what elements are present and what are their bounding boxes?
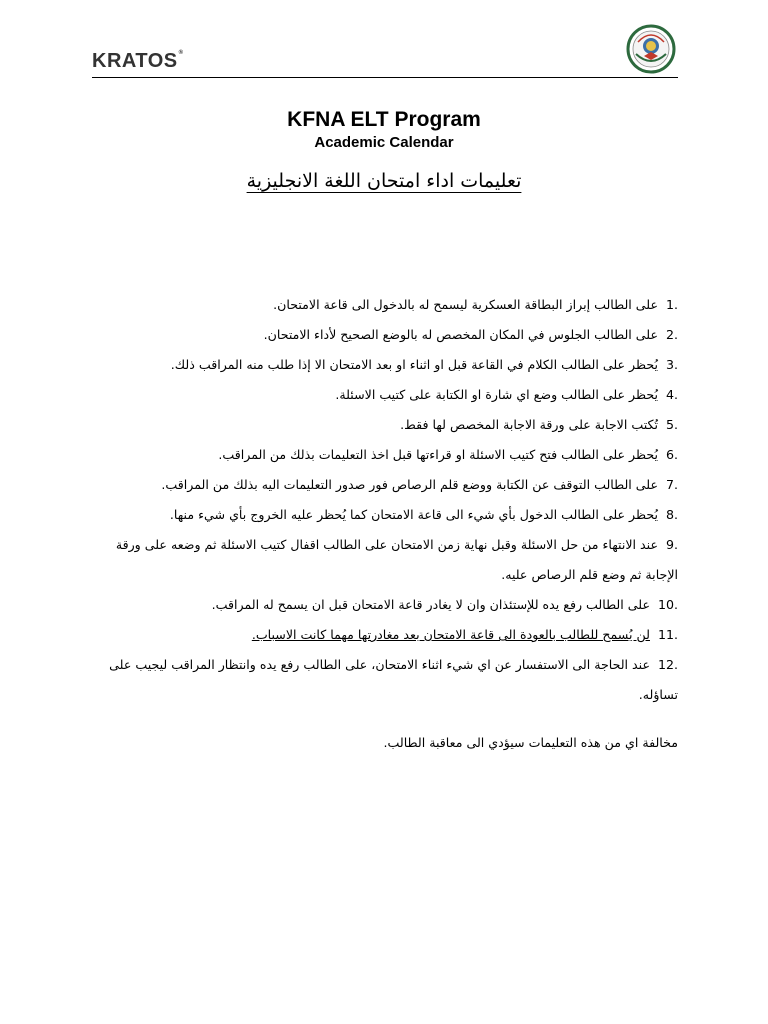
item-text: يُحظر على الطالب الدخول بأي شيء الى قاعة الامتحان كما يُحظر عليه الخروج بأي شيء منها. [169,507,658,522]
arabic-title-text: تعليمات اداء امتحان اللغة الانجليزية [246,170,522,192]
item-number: 8. [665,507,678,522]
item-number: 9. [665,537,678,552]
item-number: 6. [665,447,678,462]
arabic-title [0,170,768,192]
list-item [100,410,678,440]
page-subtitle: Academic Calendar [314,134,454,151]
item-number: 7. [665,477,678,492]
kratos-logo [92,50,184,73]
list-item [100,380,678,410]
kratos-logo-text: KRATOS [92,50,178,72]
item-text: لن يُسمح للطالب بالعودة الى قاعة الامتحان بعد مغادرتها مهما كانت الاسباب. [251,627,650,642]
warning-note: مخالفة اي من هذه التعليمات سيؤدي الى معاقبة الطالب. [383,735,678,750]
item-text: يُحظر على الطالب الكلام في القاعة قبل او اثناء او بعد الامتحان الا إذا طلب منه المراقب ذلك. [170,357,658,372]
item-number: 11. [657,627,678,642]
list-item [100,290,678,320]
list-item [100,320,678,350]
list-item [100,350,678,380]
list-item [100,620,678,650]
item-text: تُكتب الاجابة على ورقة الاجابة المخصص لها فقط. [400,417,658,432]
item-number: 2. [665,327,678,342]
item-text: على الطالب رفع يده للإستئذان وان لا يغادر قاعة الامتحان قبل ان يسمح له المراقب. [211,597,650,612]
item-text: يُحظر على الطالب وضع اي شارة او الكتابة على كتيب الاسئلة. [335,387,658,402]
registered-mark: ® [178,50,184,56]
instructions-list [100,290,678,758]
page-header [92,22,678,78]
item-text: عند الحاجة الى الاستفسار عن اي شيء اثناء الامتحان، على الطالب رفع يده وانتظار المراقب ليجيب على تساؤله. [109,657,678,702]
item-number: 5. [665,417,678,432]
list-item [100,650,678,710]
item-text: يُحظر على الطالب فتح كتيب الاسئلة او قراءتها قبل اخذ التعليمات بذلك من المراقب. [218,447,658,462]
list-item [100,590,678,620]
item-text: عند الانتهاء من حل الاسئلة وقبل نهاية زمن الامتحان على الطالب اقفال كتيب الاسئلة ثم وضعه على ورقة الإجابة ثم وضع قلم الرصاص عليه. [115,537,678,582]
item-text: على الطالب إبراز البطاقة العسكرية ليسمح له بالدخول الى قاعة الامتحان. [273,297,658,312]
item-number: 1. [665,297,678,312]
list-item [100,500,678,530]
list-item [100,440,678,470]
page-title: KFNA ELT Program [287,108,481,131]
item-number: 4. [665,387,678,402]
list-item [100,530,678,590]
item-number: 12. [657,657,678,672]
list-item [100,470,678,500]
item-number: 10. [657,597,678,612]
navy-emblem-icon [626,24,676,74]
item-text: على الطالب التوقف عن الكتابة ووضع قلم الرصاص فور صدور التعليمات اليه بذلك من المراقب. [161,477,658,492]
item-text: على الطالب الجلوس في المكان المخصص له بالوضع الصحيح لأداء الامتحان. [263,327,658,342]
item-number: 3. [665,357,678,372]
